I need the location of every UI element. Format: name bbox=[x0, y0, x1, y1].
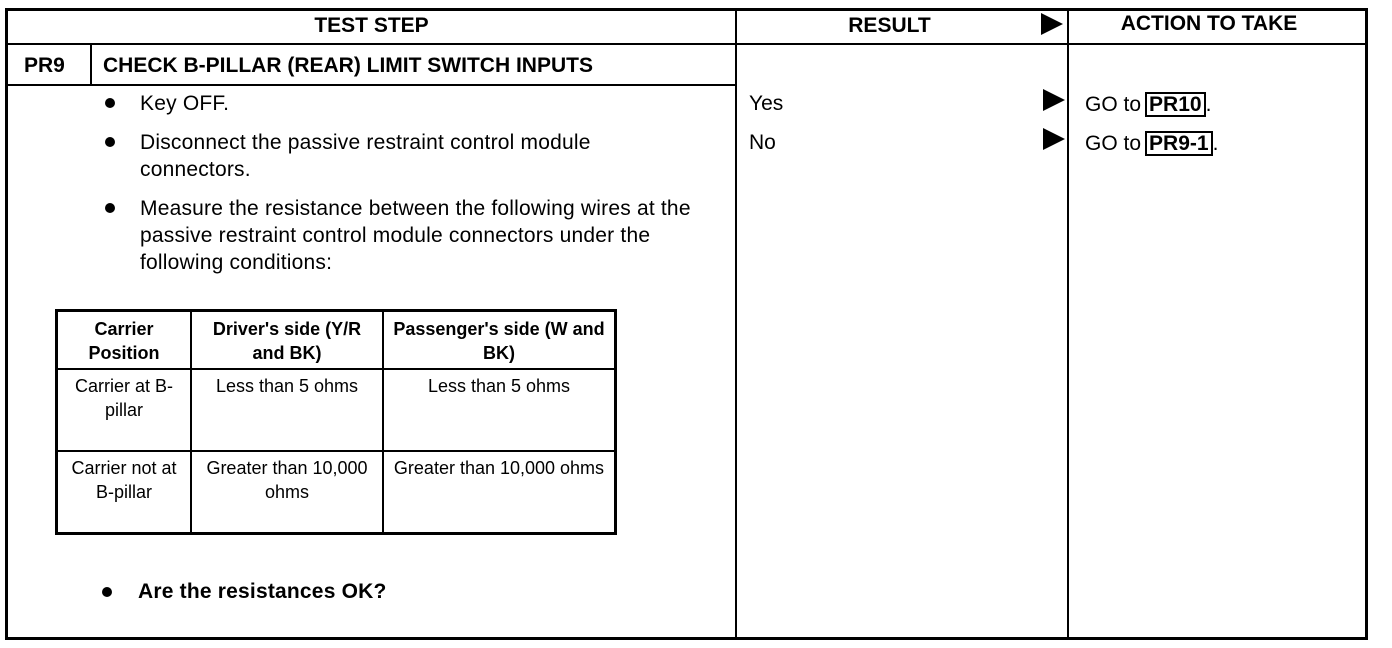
action-yes bbox=[1085, 92, 1211, 117]
bullet-icon bbox=[105, 203, 115, 213]
table-row bbox=[57, 369, 616, 451]
table-header-row bbox=[57, 311, 616, 370]
step-id-divider bbox=[90, 44, 92, 85]
table-cell: Less than 5 ohms bbox=[383, 369, 616, 451]
header-bottom-line bbox=[5, 43, 1367, 45]
table-header-cell: Passenger's side (W and BK) bbox=[383, 311, 616, 370]
question-text: Are the resistances OK? bbox=[138, 580, 387, 603]
table-header-cell: Carrier Position bbox=[57, 311, 192, 370]
conditions-table bbox=[55, 309, 617, 535]
header-action-to-take: ACTION TO TAKE bbox=[1120, 12, 1298, 35]
table-row bbox=[57, 451, 616, 534]
action-no bbox=[1085, 131, 1218, 156]
step-id: PR9 bbox=[24, 54, 65, 77]
frame-top bbox=[5, 8, 1367, 11]
table-cell: Greater than 10,000 ohms bbox=[383, 451, 616, 534]
table-cell: Carrier at B-pillar bbox=[57, 369, 192, 451]
header-result: RESULT bbox=[848, 14, 931, 37]
header-test-step: TEST STEP bbox=[314, 14, 429, 37]
table-cell: Carrier not at B-pillar bbox=[57, 451, 192, 534]
divider-result-action bbox=[1067, 8, 1069, 640]
frame-right bbox=[1365, 8, 1368, 640]
bullet-icon bbox=[105, 98, 115, 108]
step-reference-link[interactable]: PR10 bbox=[1145, 92, 1206, 117]
result-yes: Yes bbox=[749, 92, 784, 115]
step-reference-link[interactable]: PR9-1 bbox=[1145, 131, 1213, 156]
bullet-icon bbox=[105, 137, 115, 147]
table-cell: Less than 5 ohms bbox=[191, 369, 383, 451]
result-no: No bbox=[749, 131, 776, 154]
header-arrow-icon bbox=[1041, 13, 1063, 35]
table-cell: Greater than 10,000 ohms bbox=[191, 451, 383, 534]
divider-step-result bbox=[735, 8, 737, 640]
step-title: CHECK B-PILLAR (REAR) LIMIT SWITCH INPUTS bbox=[103, 54, 593, 77]
bullet-text-3: Measure the resistance between the following wires at the passive restraint control module connectors under the following conditions: bbox=[140, 197, 691, 274]
action-suffix: . bbox=[1212, 132, 1219, 155]
action-prefix: GO to bbox=[1085, 132, 1142, 155]
frame-left bbox=[5, 8, 8, 640]
table-header-cell: Driver's side (Y/R and BK) bbox=[191, 311, 383, 370]
frame-bottom bbox=[5, 637, 1367, 640]
action-suffix: . bbox=[1205, 93, 1212, 116]
action-prefix: GO to bbox=[1085, 93, 1142, 116]
step-title-bottom-line bbox=[5, 84, 737, 86]
result-arrow-icon bbox=[1043, 128, 1065, 150]
result-arrow-icon bbox=[1043, 89, 1065, 111]
bullet-text-2: Disconnect the passive restraint control module connectors. bbox=[140, 131, 591, 181]
bullet-text-1: Key OFF. bbox=[140, 92, 230, 115]
bullet-icon bbox=[102, 587, 112, 597]
